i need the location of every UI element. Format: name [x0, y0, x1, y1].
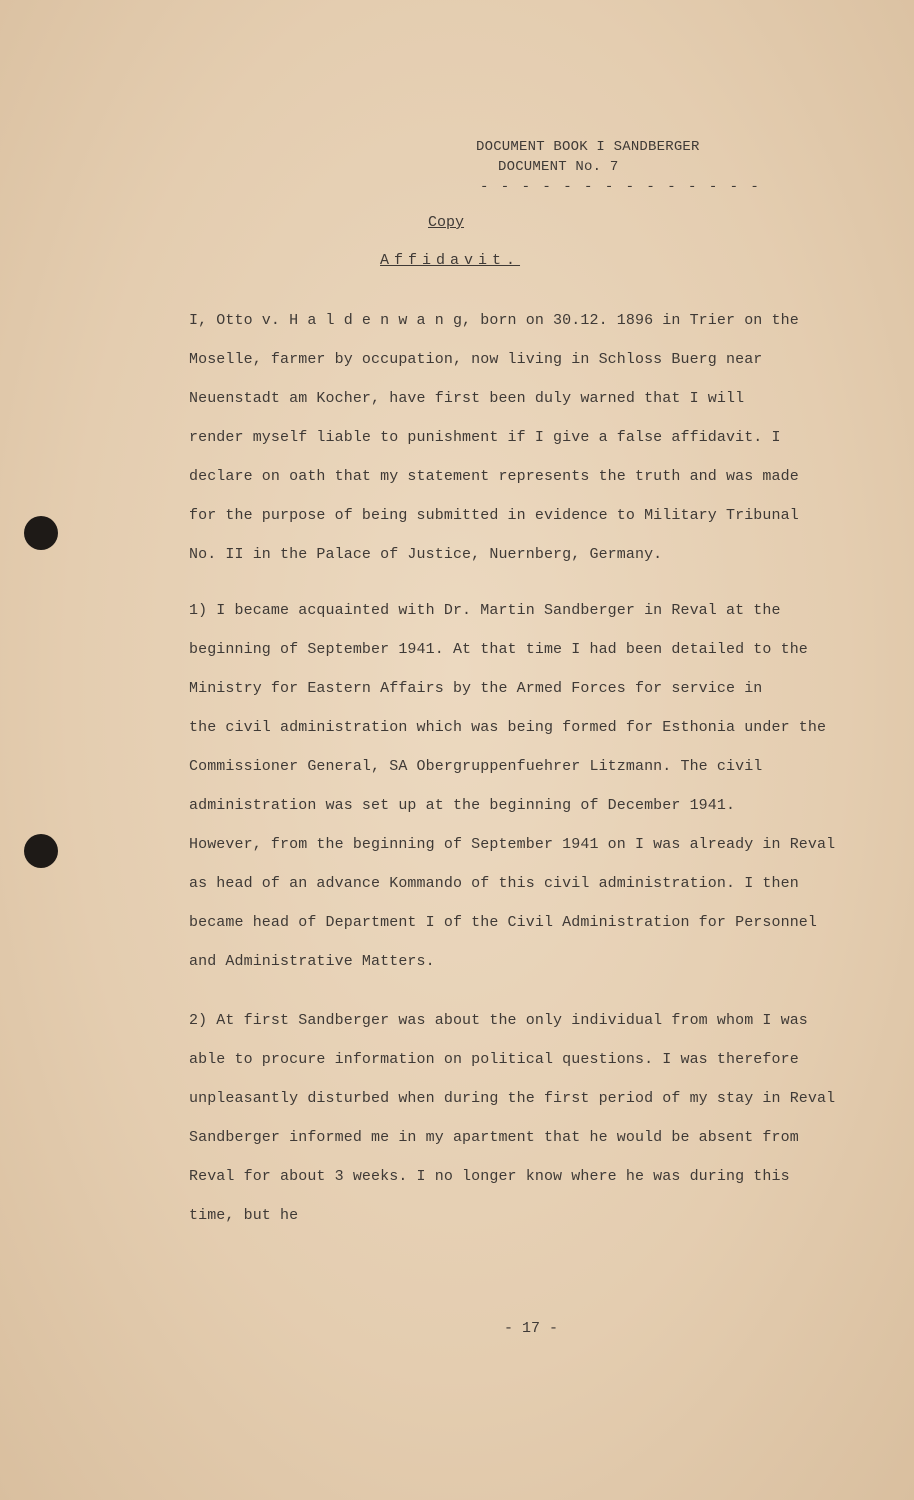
paragraph-line: However, from the beginning of September 1941 on I was already in Reval: [189, 836, 836, 853]
intro-paragraph: [189, 301, 879, 574]
page-number: - 17 -: [504, 1320, 559, 1337]
punch-hole: [24, 834, 58, 868]
copy-label: Copy: [428, 214, 465, 231]
paragraph-line: time, but he: [189, 1207, 299, 1224]
paragraph-1: [189, 591, 879, 981]
paragraph-2: [189, 1001, 879, 1235]
paragraph-line: for the purpose of being submitted in evidence to Military Tribunal: [189, 507, 799, 524]
document-title: Affidavit.: [380, 252, 521, 269]
paragraph-line: and Administrative Matters.: [189, 953, 435, 970]
paragraph-line: declare on oath that my statement represents the truth and was made: [189, 468, 799, 485]
paragraph-line: No. II in the Palace of Justice, Nuernberg, Germany.: [189, 546, 663, 563]
document-header: [476, 137, 761, 197]
paragraph-line: I, Otto v. H a l d e n w a n g, born on 30.12. 1896 in Trier on the: [189, 312, 799, 329]
paragraph-line: render myself liable to punishment if I give a false affidavit. I: [189, 429, 781, 446]
paragraph-line: the civil administration which was being formed for Esthonia under the: [189, 719, 827, 736]
header-book: DOCUMENT BOOK I SANDBERGER: [476, 139, 700, 155]
paragraph-line: administration was set up at the beginning of December 1941.: [189, 797, 736, 814]
paragraph-line: unpleasantly disturbed when during the first period of my stay in Reval: [189, 1090, 836, 1107]
paragraph-line: 1) I became acquainted with Dr. Martin Sandberger in Reval at the: [189, 602, 781, 619]
paragraph-line: Commissioner General, SA Obergruppenfuehrer Litzmann. The civil: [189, 758, 763, 775]
paragraph-line: 2) At first Sandberger was about the only individual from whom I was: [189, 1012, 808, 1029]
paragraph-line: Reval for about 3 weeks. I no longer know where he was during this: [189, 1168, 790, 1185]
paragraph-line: Moselle, farmer by occupation, now living in Schloss Buerg near: [189, 351, 763, 368]
paragraph-line: Ministry for Eastern Affairs by the Armed Forces for service in: [189, 680, 763, 697]
paragraph-line: as head of an advance Kommando of this civil administration. I then: [189, 875, 799, 892]
paragraph-line: Neuenstadt am Kocher, have first been duly warned that I will: [189, 390, 745, 407]
paragraph-line: beginning of September 1941. At that time I had been detailed to the: [189, 641, 808, 658]
paragraph-line: able to procure information on political questions. I was therefore: [189, 1051, 799, 1068]
paragraph-line: Sandberger informed me in my apartment that he would be absent from: [189, 1129, 799, 1146]
paragraph-line: became head of Department I of the Civil Administration for Personnel: [189, 914, 818, 931]
header-divider: - - - - - - - - - - - - - -: [480, 179, 761, 195]
punch-hole: [24, 516, 58, 550]
header-document-number: DOCUMENT No. 7: [498, 159, 619, 175]
